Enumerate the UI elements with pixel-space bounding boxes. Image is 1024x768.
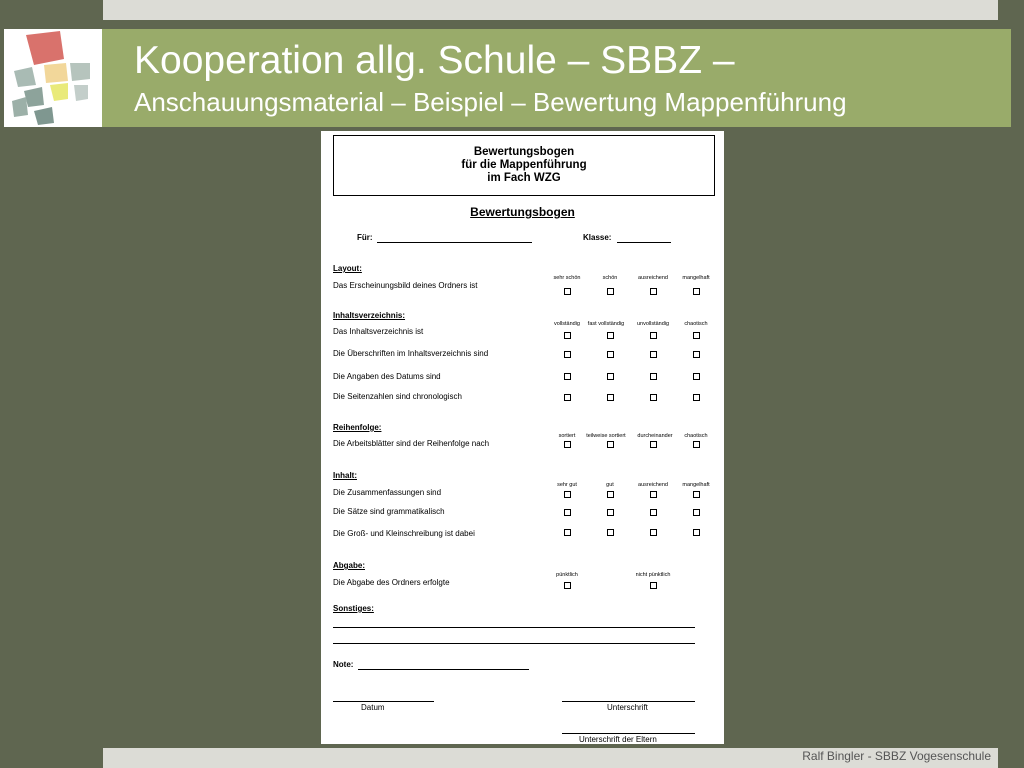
rating-checkbox[interactable] [564, 373, 571, 380]
rating-checkbox[interactable] [693, 332, 700, 339]
rating-checkbox[interactable] [650, 373, 657, 380]
logo [4, 29, 102, 127]
column-label: vollständig [554, 321, 580, 327]
rating-checkbox[interactable] [564, 441, 571, 448]
slide-subtitle: Anschauungsmaterial – Beispiel – Bewertung Mappenführung [134, 87, 847, 117]
note-line [358, 669, 529, 670]
criterion-label: Die Groß- und Kleinschreibung ist dabei [333, 529, 475, 538]
rating-checkbox[interactable] [607, 394, 614, 401]
rating-checkbox[interactable] [650, 351, 657, 358]
unterschrift-label: Unterschrift [607, 703, 648, 712]
unterschrift-eltern-line [562, 733, 695, 734]
column-label: chaotisch [684, 433, 708, 439]
criterion-label: Die Sätze sind grammatikalisch [333, 507, 445, 516]
rating-checkbox[interactable] [693, 351, 700, 358]
criterion-label: Die Abgabe des Ordners erfolgte [333, 578, 450, 587]
rating-checkbox[interactable] [650, 394, 657, 401]
column-label: teilweise sortiert [586, 433, 626, 439]
unterschrift-eltern-label: Unterschrift der Eltern [579, 735, 657, 744]
criterion-label: Die Zusammenfassungen sind [333, 488, 442, 497]
rating-checkbox[interactable] [693, 373, 700, 380]
rating-checkbox[interactable] [650, 332, 657, 339]
section-title-abgabe: Abgabe: [333, 561, 365, 570]
column-label: gut [606, 482, 614, 488]
datum-label: Datum [361, 703, 385, 712]
rating-checkbox[interactable] [650, 288, 657, 295]
rating-checkbox[interactable] [564, 394, 571, 401]
rating-checkbox[interactable] [607, 491, 614, 498]
rating-checkbox[interactable] [650, 491, 657, 498]
rating-checkbox[interactable] [564, 351, 571, 358]
column-label: pünktlich [556, 572, 578, 578]
criterion-label: Das Erscheinungsbild deines Ordners ist [333, 281, 478, 290]
rating-checkbox[interactable] [607, 509, 614, 516]
column-label: sehr gut [557, 482, 577, 488]
rating-checkbox[interactable] [650, 509, 657, 516]
rating-checkbox[interactable] [564, 491, 571, 498]
column-label: unvollständig [636, 321, 670, 327]
document-page [321, 131, 724, 744]
title-band [102, 29, 1011, 127]
section-title-reihenfolge: Reihenfolge: [333, 423, 382, 432]
criterion-label: Die Überschriften im Inhaltsverzeichnis sind [333, 349, 489, 358]
rating-checkbox[interactable] [607, 373, 614, 380]
rating-checkbox[interactable] [564, 509, 571, 516]
header-line: für die Mappenführung [461, 159, 587, 171]
rating-checkbox[interactable] [650, 441, 657, 448]
column-label: schön [602, 275, 618, 281]
column-label: durcheinander [637, 433, 673, 439]
document-header-box [333, 135, 715, 196]
sonstiges-line [333, 627, 695, 628]
column-label: sehr schön [553, 275, 581, 281]
slide-title: Kooperation allg. Schule – SBBZ – [134, 39, 735, 82]
rating-checkbox[interactable] [650, 582, 657, 589]
header-line: Bewertungsbogen [473, 146, 575, 158]
rating-checkbox[interactable] [564, 332, 571, 339]
logo-mosaic-icon [4, 29, 102, 127]
rating-checkbox[interactable] [693, 394, 700, 401]
rating-checkbox[interactable] [650, 529, 657, 536]
criterion-label: Die Arbeitsblätter sind der Reihenfolge nach [333, 439, 490, 448]
header-line: im Fach WZG [487, 172, 561, 184]
rating-checkbox[interactable] [693, 288, 700, 295]
rating-checkbox[interactable] [607, 332, 614, 339]
rating-checkbox[interactable] [564, 529, 571, 536]
column-label: sortiert [558, 433, 576, 439]
datum-line [333, 701, 434, 702]
criterion-label: Die Seitenzahlen sind chronologisch [333, 392, 462, 401]
sonstiges-label: Sonstiges: [333, 604, 374, 613]
rating-checkbox[interactable] [607, 529, 614, 536]
column-label: mangelhaft [682, 482, 710, 488]
column-label: mangelhaft [682, 275, 710, 281]
fuer-line [377, 242, 532, 243]
footer-credit: Ralf Bingler - SBBZ Vogesenschule [802, 749, 991, 763]
rating-checkbox[interactable] [564, 288, 571, 295]
unterschrift-line [562, 701, 695, 702]
rating-checkbox[interactable] [693, 529, 700, 536]
rating-checkbox[interactable] [693, 441, 700, 448]
rating-checkbox[interactable] [564, 582, 571, 589]
criterion-label: Die Angaben des Datums sind [333, 372, 441, 381]
column-label: nicht pünktlich [635, 572, 671, 578]
rating-checkbox[interactable] [693, 509, 700, 516]
column-label: ausreichend [638, 482, 668, 488]
column-label: fast vollständig [587, 321, 625, 327]
note-label: Note: [333, 660, 354, 669]
criterion-label: Das Inhaltsverzeichnis ist [333, 327, 424, 336]
fuer-label: Für: [357, 233, 373, 242]
klasse-line [617, 242, 671, 243]
rating-checkbox[interactable] [607, 351, 614, 358]
sonstiges-line [333, 643, 695, 644]
section-title-inhalt: Inhalt: [333, 471, 357, 480]
document-subheading: Bewertungsbogen [470, 205, 575, 219]
top-bar [103, 0, 998, 20]
klasse-label: Klasse: [583, 233, 612, 242]
rating-checkbox[interactable] [693, 491, 700, 498]
column-label: chaotisch [684, 321, 708, 327]
section-title-inhaltsverzeichnis: Inhaltsverzeichnis: [333, 311, 406, 320]
rating-checkbox[interactable] [607, 441, 614, 448]
column-label: ausreichend [638, 275, 668, 281]
section-title-layout: Layout: [333, 264, 362, 273]
rating-checkbox[interactable] [607, 288, 614, 295]
